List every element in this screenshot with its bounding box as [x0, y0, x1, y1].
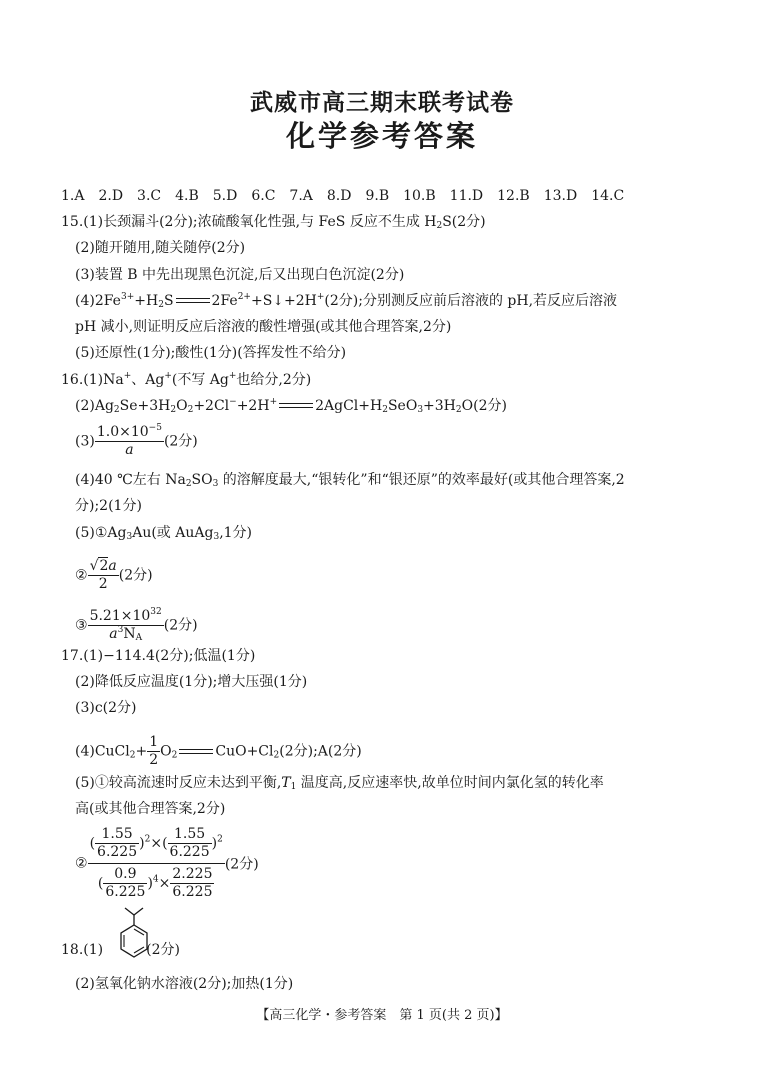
q16-part3: (3) $\frac{1.0\times 10^{-5}}{a}$ (2分)	[75, 423, 198, 458]
q16-part1: 16.(1)Na+、Ag+(不写 Ag+也给分,2分)	[61, 371, 312, 388]
fraction: $\frac{1.0\times 10^{-5}}{a}$	[96, 423, 162, 458]
q15-part3: (3)装置 B 中先出现黑色沉淀,后又出现白色沉淀(2分)	[75, 267, 405, 283]
q15-part4-cont: pH 减小,则证明反应后溶液的酸性增强(或其他合理答案,2分)	[75, 319, 452, 335]
q15-part5: (5)还原性(1分);酸性(1分)(答挥发性不给分)	[75, 345, 347, 361]
fraction: $\frac{2.225}{6.225}$	[172, 866, 213, 900]
fraction: $\frac{0.9}{6.225}$	[105, 866, 146, 900]
choice-answers: 1.A 2.D 3.C 4.B 5.D 6.C 7.A 8.D 9.B 10.B 11.D 12.B 13.D 14.C	[61, 188, 625, 204]
q17-part4: (4)CuCl$_2$+ $\frac{1}{2}$ $O_2$ $CuO+Cl_2(2$分);A(2分)	[75, 734, 362, 768]
q16-part4-cont: 分);2(1分)	[75, 498, 142, 514]
q16-part5: $(5)①Ag_3Au$(或 AuAg$_3$,1分)	[75, 525, 253, 542]
q18-part2: (2)氢氧化钠水溶液(2分);加热(1分)	[75, 976, 294, 992]
q16-part2: $(2)Ag_2Se+3H_2O_2+2Cl^-+2H^+$ $2AgCl+H_2SeO_3+3H_2O(2$分)	[75, 397, 507, 415]
equilibrium-fraction: ( $\frac{1.55}{6.225}$ )$^2$×( $\frac{1.55}{6.225}$ )$^2$ ( $\frac{0.9}{6.225}$ )$^4$× $\frac{2.225}{6.225}$	[89, 826, 223, 900]
q16-part7: ③ $\frac{5.21\times 10^{32}}{a^3N_A}$ (2分)	[75, 607, 198, 643]
page-footer: 【高三化学・参考答案 第 1 页(共 2 页)】	[256, 1008, 508, 1023]
q18-part1: 18.(1) (2分)	[61, 942, 180, 958]
q17-part5: (5)①较高流速时反应未达到平衡$,T_1$ 温度高,反应速率快,故单位时间内氯化氢的转化率	[75, 775, 604, 792]
page-title: 武威市高三期末联考试卷	[250, 89, 514, 116]
fraction: $\frac{1.55}{6.225}$	[169, 826, 210, 860]
equation-equals-sign	[279, 401, 313, 411]
isopropylbenzene-structure-icon	[112, 905, 156, 967]
q15-part4: $(4)2Fe^{3+}+H_2S$ $2Fe^{2+}+S↓+2H^+(2$分);分别测反应前后溶液的 pH,若反应后溶液	[75, 292, 618, 310]
q15-part2: (2)随开随用,随关随停(2分)	[75, 240, 246, 256]
q17-part6: ② ( $\frac{1.55}{6.225}$ )$^2$×( $\frac{1.55}{6.225}$ )$^2$ ( $\frac{0.9}{6.225}$ )$^4$× $\frac{2.225}{6.225}$ (2分)	[75, 826, 259, 900]
equation-equals-sign	[179, 747, 213, 757]
q16-part6: ② $\frac{√2a}{2}$ (2分)	[75, 558, 153, 592]
q17-part2: (2)降低反应温度(1分);增大压强(1分)	[75, 674, 308, 690]
fraction: $\frac{1.55}{6.225}$	[97, 826, 138, 860]
fraction: $\frac{1}{2}$	[149, 734, 159, 768]
q17-part5-cont: 高(或其他合理答案,2分)	[75, 801, 226, 817]
q16-part4: (4)40 ℃左右 $Na_2SO_3$ 的溶解度最大,“银转化”和“银还原”的效率最好(或其他合理答案,2	[75, 472, 625, 489]
page-subtitle: 化学参考答案	[285, 119, 478, 153]
q17-part3: (3)c(2分)	[75, 700, 137, 716]
equation-equals-sign	[176, 296, 210, 306]
fraction: $\frac{√2a}{2}$	[89, 558, 117, 592]
q17-part1: 17.(1)−114.4(2分);低温(1分)	[61, 648, 256, 664]
q15-part1: 15.(1)长颈漏斗(2分);浓硫酸氧化性强,与 FeS 反应不生成 $H_2S(2$分)	[61, 214, 486, 231]
fraction: $\frac{5.21\times 10^{32}}{a^3N_A}$	[89, 607, 162, 643]
